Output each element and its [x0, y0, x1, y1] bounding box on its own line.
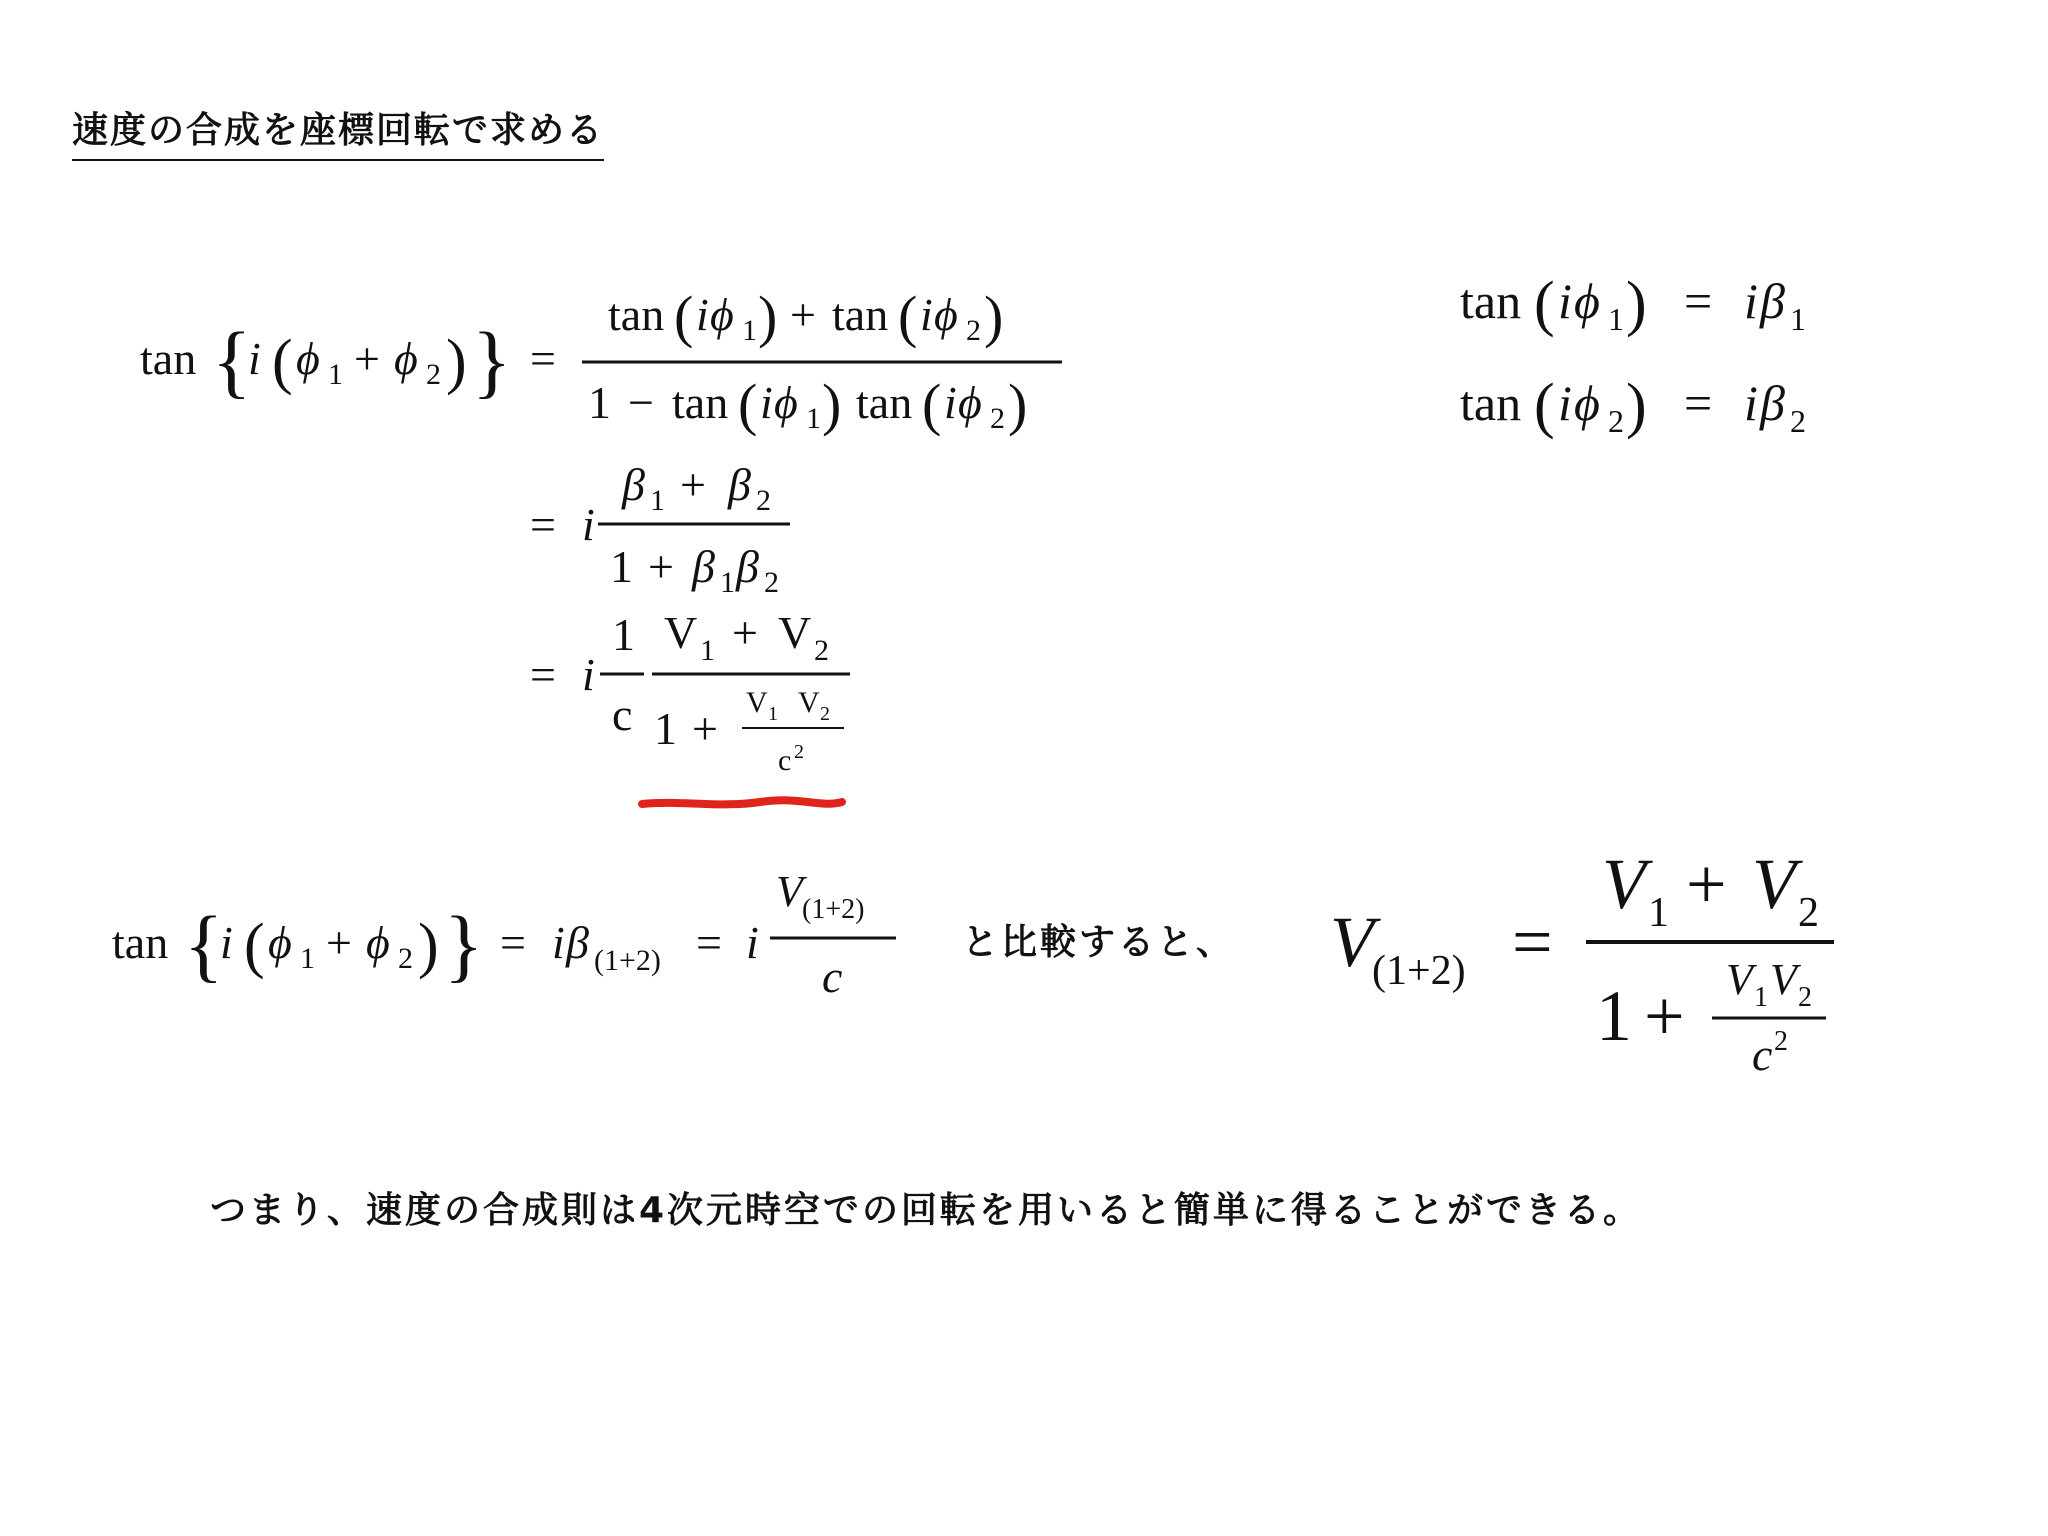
superscript: 2: [1774, 1026, 1788, 1057]
subscript: 2: [756, 484, 771, 517]
subscript: 2: [1790, 403, 1806, 439]
left-paren: (: [272, 328, 293, 396]
right-paren: ): [822, 372, 842, 437]
equals-sign: =: [530, 333, 556, 384]
subscript: 2: [820, 703, 830, 725]
imaginary-unit: i: [220, 917, 233, 968]
one: 1: [612, 609, 635, 660]
velocity-symbol: V: [1752, 844, 1796, 924]
speed-of-light: c: [612, 689, 633, 740]
tan-label: tan: [608, 289, 665, 340]
imaginary-unit: i: [1744, 375, 1758, 431]
velocity-symbol: V: [1330, 902, 1374, 982]
phi-symbol: ϕ: [710, 289, 734, 340]
phi-symbol: ϕ: [958, 377, 982, 428]
page-title: 速度の合成を座標回転で求める: [72, 102, 604, 161]
subscript: 2: [1798, 890, 1819, 936]
subscript: 1: [328, 358, 343, 391]
subscript: 1: [1754, 982, 1768, 1013]
plus-sign: +: [1644, 976, 1685, 1056]
subscript: 1: [742, 314, 757, 347]
tan-label: tan: [832, 289, 889, 340]
imaginary-unit: i: [582, 499, 595, 550]
left-brace: {: [184, 899, 224, 990]
left-paren: (: [1534, 372, 1555, 440]
imaginary-unit: i: [920, 289, 933, 340]
imaginary-unit: i: [746, 917, 759, 968]
beta-symbol: β: [736, 541, 759, 592]
left-paren: (: [922, 372, 942, 437]
imaginary-unit: i: [760, 377, 773, 428]
subscript: 1: [650, 484, 665, 517]
beta-symbol: β: [728, 459, 751, 510]
imaginary-unit: i: [1558, 273, 1572, 329]
equals-sign: =: [696, 917, 722, 968]
comparison-text: と比較すると、: [962, 922, 1236, 963]
subscript: 1: [720, 566, 735, 599]
velocity-symbol: V: [1726, 955, 1753, 1004]
velocity-symbol: V: [664, 607, 698, 658]
velocity-symbol: V: [746, 686, 768, 719]
subscript: 1: [300, 942, 315, 975]
imaginary-unit: i: [552, 917, 565, 968]
definitions: [1460, 270, 1806, 440]
plus-sign: +: [692, 703, 718, 754]
subscript: 1: [806, 402, 821, 435]
plus-sign: +: [1686, 844, 1727, 924]
imaginary-unit: i: [1744, 273, 1758, 329]
one: 1: [654, 703, 677, 754]
speed-of-light: c: [778, 744, 792, 777]
conclusion-text: つまり、速度の合成則は4次元時空での回転を用いると簡単に得ることができる。: [210, 1190, 1643, 1231]
left-paren: (: [898, 284, 918, 349]
velocity-symbol: V: [776, 867, 803, 916]
right-paren: ): [1008, 372, 1028, 437]
tan-label: tan: [140, 333, 197, 384]
subscript: 2: [764, 566, 779, 599]
subscript: 2: [966, 314, 981, 347]
phi-symbol: ϕ: [1574, 375, 1600, 431]
plus-sign: +: [680, 459, 706, 510]
phi-symbol: ϕ: [366, 917, 390, 968]
beta-symbol: β: [622, 459, 645, 510]
phi-symbol: ϕ: [268, 917, 292, 968]
right-brace: }: [472, 315, 512, 406]
phi-symbol: ϕ: [296, 333, 320, 384]
subscript: 1: [1790, 301, 1806, 337]
velocity-symbol: V: [1770, 955, 1797, 1004]
beta-symbol: β: [1760, 375, 1785, 431]
left-paren: (: [244, 912, 265, 980]
right-paren: ): [1626, 372, 1647, 440]
subscript: 2: [814, 634, 829, 667]
plus-sign: +: [326, 917, 352, 968]
plus-sign: +: [790, 289, 816, 340]
plus-sign: +: [648, 541, 674, 592]
left-paren: (: [674, 284, 694, 349]
imaginary-unit: i: [582, 649, 595, 700]
subscript: 1: [768, 703, 778, 725]
one: 1: [1596, 976, 1632, 1056]
imaginary-unit: i: [944, 377, 957, 428]
one: 1: [588, 377, 611, 428]
speed-of-light: c: [1752, 1029, 1773, 1080]
phi-symbol: ϕ: [774, 377, 798, 428]
tan-label: tan: [112, 917, 169, 968]
velocity-symbol: V: [1602, 844, 1646, 924]
beta-symbol: β: [1760, 273, 1785, 329]
right-paren: ): [1626, 270, 1647, 338]
highlight-underline: [642, 800, 842, 804]
plus-sign: +: [732, 607, 758, 658]
right-brace: }: [444, 899, 484, 990]
beta-symbol: β: [692, 541, 715, 592]
speed-of-light: c: [822, 951, 843, 1002]
subscript: 1: [1648, 890, 1669, 936]
equals-sign: =: [1512, 902, 1553, 982]
tan-label: tan: [856, 377, 913, 428]
imaginary-unit: i: [248, 333, 261, 384]
subscript: 2: [990, 402, 1005, 435]
equation-velocity-form: [530, 607, 850, 804]
right-paren: ): [418, 912, 439, 980]
subscript: 2: [1798, 982, 1812, 1013]
subscript: 2: [426, 358, 441, 391]
subscript: 1: [700, 634, 715, 667]
phi-symbol: ϕ: [394, 333, 418, 384]
equals-sign: =: [500, 917, 526, 968]
left-paren: (: [1534, 270, 1555, 338]
minus-sign: −: [628, 377, 654, 428]
subscript: (1+2): [1372, 948, 1466, 994]
equals-sign: =: [1684, 375, 1713, 431]
tan-label: tan: [1460, 273, 1522, 329]
equation-comparison: [112, 867, 896, 1002]
imaginary-unit: i: [1558, 375, 1572, 431]
left-brace: {: [212, 315, 252, 406]
beta-symbol: β: [566, 917, 589, 968]
plus-sign: +: [354, 333, 380, 384]
subscript: (1+2): [594, 944, 661, 977]
equals-sign: =: [530, 499, 556, 550]
phi-symbol: ϕ: [1574, 273, 1600, 329]
subscript: 2: [1608, 403, 1624, 439]
subscript: 2: [398, 942, 413, 975]
phi-symbol: ϕ: [934, 289, 958, 340]
equals-sign: =: [1684, 273, 1713, 329]
superscript: 2: [794, 741, 804, 763]
equation-tan-sum: [140, 284, 1062, 437]
velocity-symbol: V: [798, 686, 820, 719]
subscript: 1: [1608, 301, 1624, 337]
tan-label: tan: [672, 377, 729, 428]
imaginary-unit: i: [696, 289, 709, 340]
result-formula: [1330, 844, 1834, 1080]
left-paren: (: [738, 372, 758, 437]
tan-label: tan: [1460, 375, 1522, 431]
one: 1: [610, 541, 633, 592]
right-paren: ): [758, 284, 778, 349]
equals-sign: =: [530, 649, 556, 700]
right-paren: ): [446, 328, 467, 396]
velocity-symbol: V: [778, 607, 812, 658]
subscript: (1+2): [802, 894, 865, 925]
equation-beta-form: [530, 459, 790, 599]
right-paren: ): [984, 284, 1004, 349]
